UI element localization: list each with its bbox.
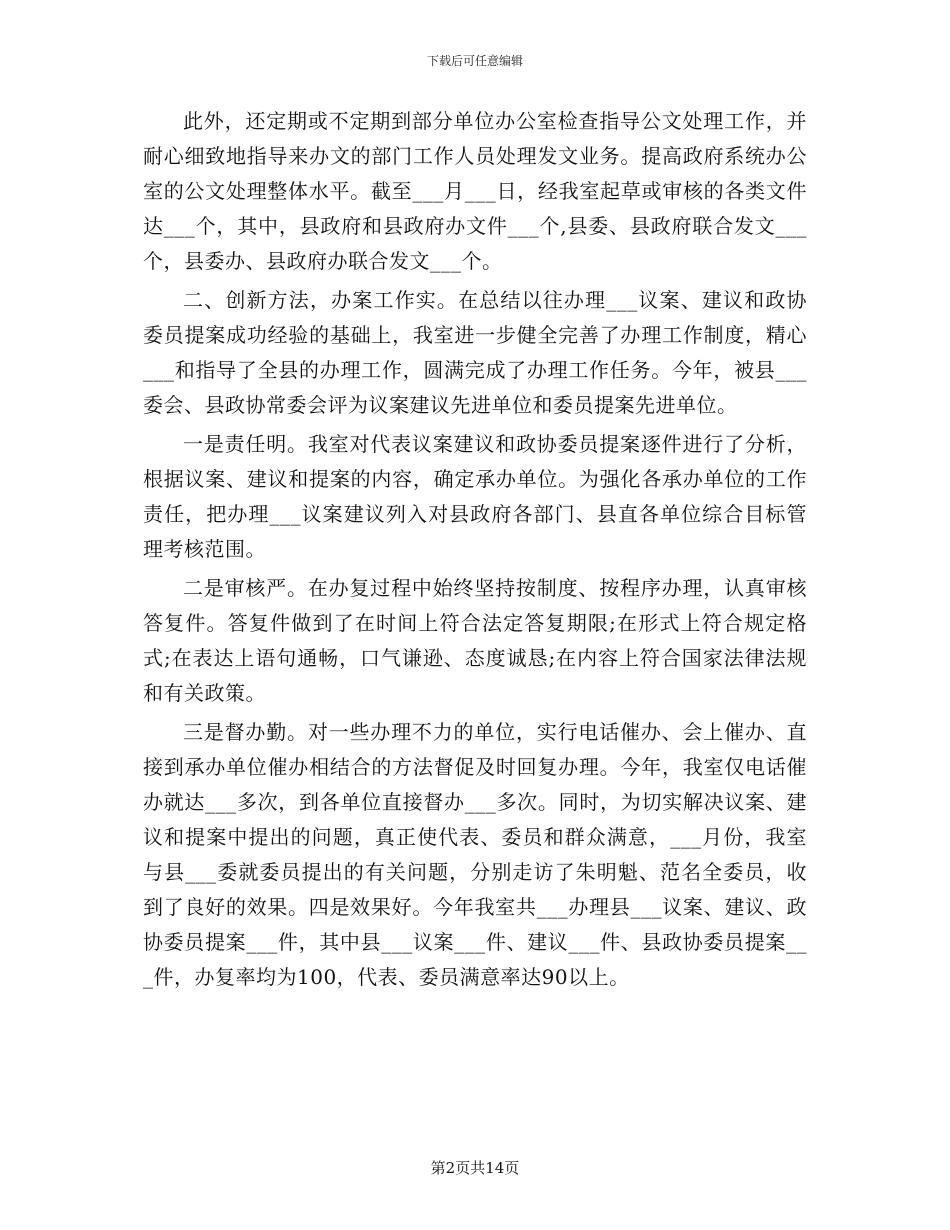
paragraph-1: 此外，还定期或不定期到部分单位办公室检查指导公文处理工作，并耐心细致地指导来办文的部门工作人员处理发文业务。提高政府系统办公室的公文处理整体水平。截至___月___日，经我室起草或审核的各类文件达___个，其中，县政府和县政府办文件___个,县委、县政府联合发文___个，县委办、县政府办联合发文___个。	[143, 109, 807, 273]
paragraph-4: 二是审核严。在办复过程中始终坚持按制度、按程序办理，认真审核答复件。答复件做到了在时间上符合法定答复期限;在形式上符合规定格式;在表达上语句通畅，口气谦逊、态度诚恳;在内容上符合国家法律法规和有关政策。	[143, 576, 807, 705]
page-number: 第2页共14页	[430, 1159, 520, 1177]
document-body	[143, 104, 807, 999]
paragraph-5: 三是督办勤。对一些办理不力的单位，实行电话催办、会上催办、直接到承办单位催办相结合的方法督促及时回复办理。今年，我室仅电话催办就达___多次，到各单位直接督办___多次。同时，为切实解决议案、建议和提案中提出的问题，真正使代表、委员和群众满意，___月份，我室与县___委就委员提出的有关问题，分别走访了朱明魁、范名全委员，收到了良好的效果。四是效果好。今年我室共___办理县___议案、建议、政协委员提案___件，其中县___议案___件、建议___件、县政协委员提案___件，办复率均为100，代表、委员满意率达90以上。	[143, 720, 807, 989]
paragraph-3: 一是责任明。我室对代表议案建议和政协委员提案逐件进行了分析，根据议案、建议和提案的内容，确定承办单位。为强化各承办单位的工作责任，把办理___议案建议列入对县政府各部门、县直各单位综合目标管理考核范围。	[143, 432, 807, 561]
paragraph-2: 二、创新方法，办案工作实。在总结以往办理___议案、建议和政协委员提案成功经验的基础上，我室进一步健全完善了办理工作制度，精心___和指导了全县的办理工作，圆满完成了办理工作任务。今年，被县___委会、县政协常委会评为议案建议先进单位和委员提案先进单位。	[143, 288, 807, 417]
page-header: 下载后可任意编辑	[426, 54, 523, 68]
